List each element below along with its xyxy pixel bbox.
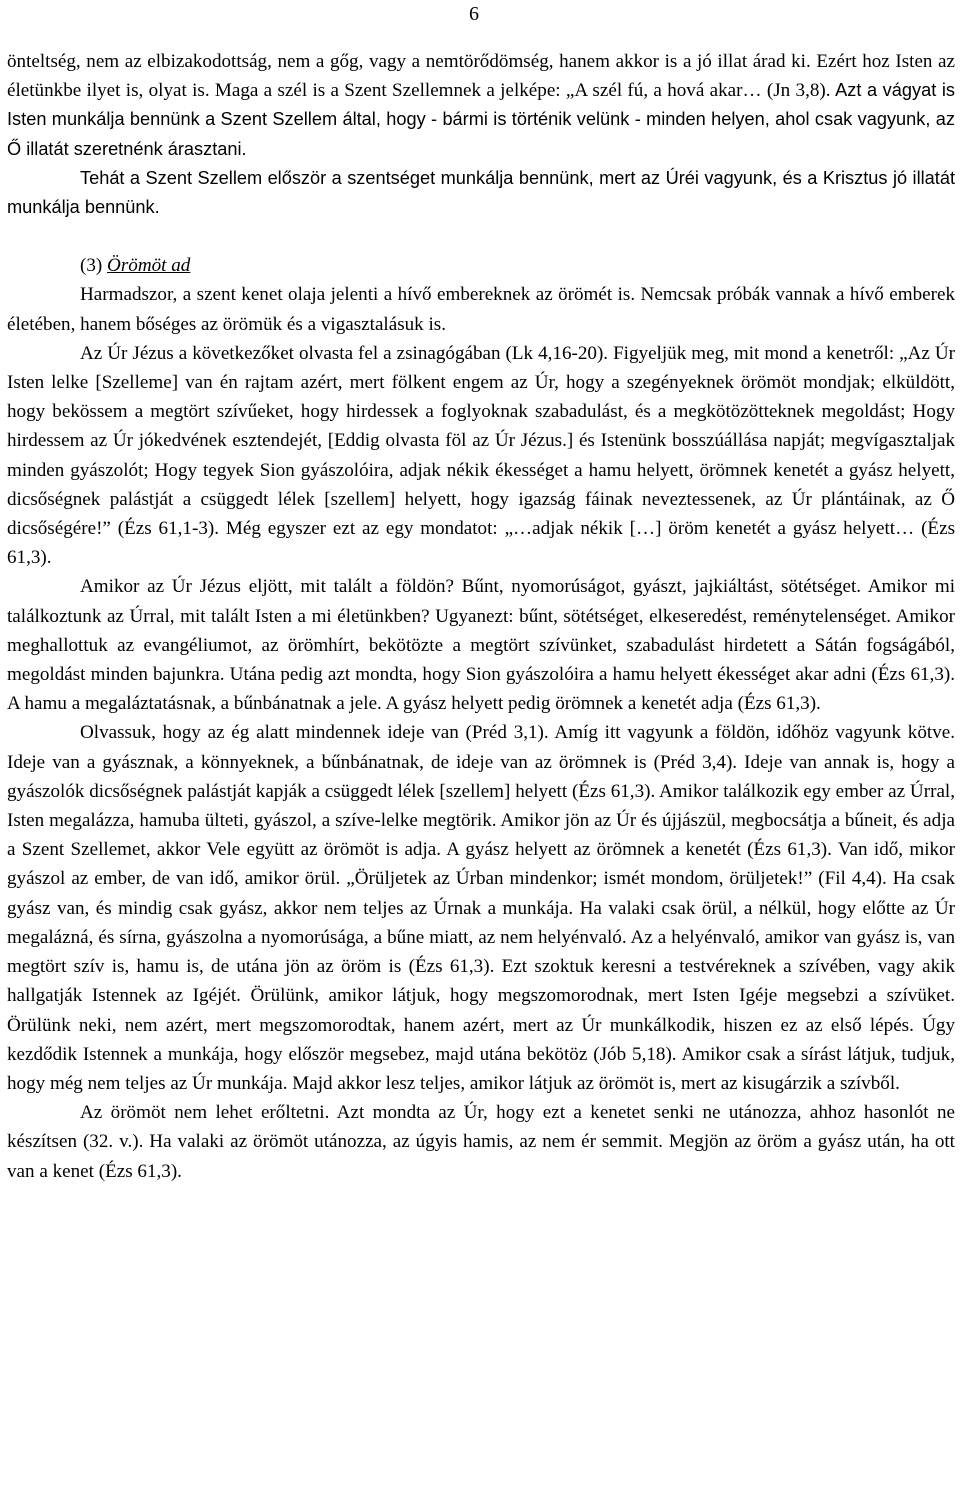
section-heading-number: (3) xyxy=(80,255,108,277)
page-body xyxy=(7,47,955,1186)
paragraph-1-serif-text: önteltség, nem az elbizakodottság, nem a gőg, vagy a nemtörődömség, hanem akkor is a jó illat árad ki. Ezért hoz Isten az életünkbe ilyet is, olyat is. Maga a szél is a Szent Szellemnek a jelképe: „A szél fú, a hová akar… (Jn 3,8). xyxy=(7,51,955,102)
section-heading xyxy=(7,222,955,280)
paragraph-6: Olvassuk, hogy az ég alatt mindennek ideje van (Préd 3,1). Amíg itt vagyunk a földön, időhöz vagyunk kötve. Ideje van a gyásznak, a könnyeknek, a bűnbánatnak, de ideje van az örömnek is (Préd 3,4). Ideje van annak is, hogy a gyászolók dicsőségnek palástját kapják a csüggedt lélek [szellem] helyett (Ézs 61,3). Amikor találkozik egy ember az Úrral, Isten megalázza, hamuba ülteti, gyászol, a szíve-lelke megtörik. Amikor jön az Úr és újjászül, megbocsátja a bűneit, és adja a Szent Szellemet, akkor Vele együtt az örömöt is adja. A gyász helyett az örömnek a kenetét (Ézs 61,3). Van idő, mikor gyászol az ember, de van idő, amikor örül. „Örüljetek az Úrban mindenkor; ismét mondom, örüljetek!” (Fil 4,4). Ha csak gyász van, és mindig csak gyász, akkor nem teljes az Úrnak a munkája. Ha valaki csak örül, a nélkül, hogy előtte az Úr megalázná, és sírna, gyászolna a nyomorúsága, a bűne miatt, az nem helyénvaló. Az a helyénvaló, amikor van gyász is, van megtört szív is, hamu is, de utána jön az öröm is (Ézs 61,3). Ezt szoktuk keresni a testvéreknek a szívében, vagy akik hallgatják Istennek az Igéjét. Örülünk, amikor látjuk, hogy megszomorodnak, mert Isten Igéje megsebzi a szívüket. Örülünk neki, nem azért, mert megszomorodtak, hanem azért, mert az Úr munkálkodik, hiszen ez az első lépés. Úgy kezdődik Istennek a munkája, hogy először megsebez, majd utána bekötöz (Jób 5,18). Amikor csak a sírást látjuk, tudjuk, hogy még nem teljes az Úr munkája. Majd akkor lesz teljes, amikor látjuk az örömöt is, mert az kisugárzik a szívből. xyxy=(7,722,955,1094)
paragraph-5: Amikor az Úr Jézus eljött, mit talált a földön? Bűnt, nyomorúságot, gyászt, jajkiáltást, sötétséget. Amikor mi találkoztunk az Úrral, mit talált Isten a mi életünkben? Ugyanezt: bűnt, sötétséget, elkeseredést, reménytelenséget. Amikor meghallottuk az evangéliumot, az örömhírt, bekötözte a megtört szívünket, szabadulást hirdetett a Sátán fogságából, megoldást minden bajunkra. Utána pedig azt mondta, hogy Sion gyászolóira a hamu helyett ékességet akar adni (Ézs 61,3). A hamu a megaláztatásnak, a bűnbánatnak a jele. A gyász helyett pedig örömnek a kenetét adja (Ézs 61,3). xyxy=(7,576,955,715)
paragraph-1 xyxy=(7,47,955,164)
paragraph-7: Az örömöt nem lehet erőltetni. Azt mondta az Úr, hogy ezt a kenetet senki ne utánozza, ahhoz hasonlót ne készítsen (32. v.). Ha valaki az örömöt utánozza, az úgyis hamis, az nem ér semmit. Megjön az öröm a gyász után, ha ott van a kenet (Ézs 61,3). xyxy=(7,1102,955,1182)
paragraph-2: Tehát a Szent Szellem először a szentséget munkálja bennünk, mert az Úréi vagyunk, és a Krisztus jó illatát munkálja bennünk. xyxy=(7,167,955,218)
section-heading-title: Örömöt ad xyxy=(107,255,191,277)
paragraph-3: Harmadszor, a szent kenet olaja jelenti a hívő embereknek az örömét is. Nemcsak próbák vannak a hívő emberek életében, hanem bőséges az örömük és a vigasztalásuk is. xyxy=(7,284,955,335)
paragraph-4: Az Úr Jézus a következőket olvasta fel a zsinagógában (Lk 4,16-20). Figyeljük meg, mit mond a kenetről: „Az Úr Isten lelke [Szelleme] van én rajtam azért, mert fölkent engem az Úr, hogy a szegényeknek örömöt mondjak; elküldött, hogy bekössem a megtört szívűeket, hogy hirdessek a foglyoknak szabadulást, és a megkötözötteknek megoldást; Hogy hirdessem az Úr jókedvének esztendejét, [Eddig olvasta föl az Úr Jézus.] és Istenünk bosszúállása napját; megvígasztaljak minden gyászolót; Hogy tegyek Sion gyászolóira, adjak nékik ékességet a hamu helyett, örömnek kenetét a gyász helyett, dicsőségnek palástját a csüggedt lélek [szellem] helyett, hogy igazság fáinak neveztessenek, az Úr plántáinak, az Ő dicsőségére!” (Ézs 61,1-3). Még egyszer ezt az egy mondatot: „…adjak nékik […] öröm kenetét a gyász helyett… (Ézs 61,3). xyxy=(7,342,955,569)
paragraph-1-sans-text: Azt a vágyat is Isten munkálja bennünk a Szent Szellem által, hogy - bármi is történik velünk - minden helyen, ahol csak vagyunk, az Ő illatát szeretnénk árasztani. xyxy=(7,80,955,159)
page-number: 6 xyxy=(469,3,479,25)
